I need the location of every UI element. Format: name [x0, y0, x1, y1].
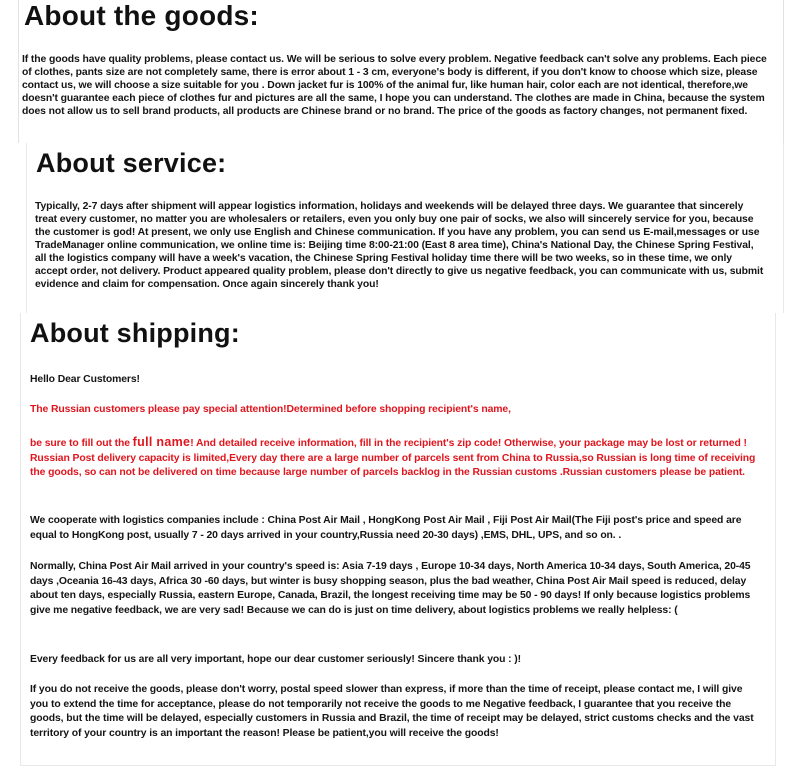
shipping-heading: About shipping: [30, 318, 240, 348]
not-received-paragraph: If you do not receive the goods, please don't worry, postal speed slower than express, if more than the time of receipt, please contact me, I will give you to extend the time for acceptance, please do not temporarily not receive the goods to me Negative feedback, I guarantee that you receive the goods, but the time will be delayed, especially customers in Russia and Brazil, the time of receipt may be delayed, strict customs checks and the vast territory of your country is an important the reason! Please be patient,you will receive the goods! [30, 684, 754, 739]
full-name-notice [30, 435, 760, 481]
goods-paragraph: If the goods have quality problems, please contact us. We will be serious to solve every problem. Negative feedback can't solve any problems. Each piece of clothes, pants size are not completely same, there is error about 1 - 3 cm, everyone's body is different, if you don't know to choose which size, please contact us, we will choose a size suitable for you . Down jacket fur is 100% of the animal fur, like human hair, color each are not identical, therefore,we doesn't guarantee each piece of clothes fur and pictures are all the same, I hope you can understand. The clothes are made in China, because the system does not allow us to sell brand products, all products are Chinese brand or no brand. The price of the goods as factory changes, not permanent fixed. [22, 54, 767, 117]
logistics-partners-paragraph: We cooperate with logistics companies include : China Post Air Mail , HongKong Post Air Mail , Fiji Post Air Mail(The Fiji post's price and speed are equal to HongKong post, usually 7 - 20 days arrived in your country,Russia need 20-30 days) ,EMS, DHL, UPS, and so on. . [30, 515, 742, 541]
feedback-paragraph: Every feedback for us are all very important, hope our dear customer seriously! Sincere thank you : )! [30, 654, 522, 665]
full-name-emphasis: full name [132, 435, 191, 449]
delivery-times-paragraph: Normally, China Post Air Mail arrived in your country's speed is: Asia 7-19 days , Europe 10-34 days, North America 10-34 days, South America, 20-45 days ,Oceania 16-43 days, Africa 30 -60 days, but winter is busy shopping season, plus the bad weather, China Post Air Mail speed is reduced, delay about ten days, especially Russia, eastern Europe, Canada, Brazil, the longest receiving time may be 50 - 90 days! If only because logistics problems give me negative feedback, we are very sad! Because we can do is just on time delivery, about logistics problems we really helpless: ( [30, 561, 751, 616]
service-heading: About service: [36, 148, 227, 178]
full-name-notice-rest: ! And detailed receive information, fill in the recipient's zip code! Otherwise, your package may be lost or returned ! Russian Post delivery capacity is limited,Every day there are a large number of parcels sent from China to Russia,so Russian is long time of receiving the goods, so can not be delivered on time because large number of parcels backlog in the Russian customs .Russian customers please be patient. [30, 438, 756, 478]
russian-attention-notice: The Russian customers please pay special attention!Determined before shopping recipient's name, [30, 404, 511, 415]
service-paragraph: Typically, 2-7 days after shipment will appear logistics information, holidays and weekends will be delayed three days. We guarantee that sincerely treat every customer, no matter you are wholesalers or retailers, even you only buy one pair of socks, we also will sincerely service for you, because the customer is god! At present, we only use English and Chinese communication. If you have any problem, you can send us E-mail,messages or use TradeManager online communication, we online time is: Beijing time 8:00-21:00 (East 8 area time), China's National Day, the Chinese Spring Festival, all the logistics company will have a week's vacation, the Chinese Spring Festival holiday time there will be two weeks, so in these time, we only accept order, not delivery. Product appeared quality problem, please don't directly to give us negative feedback, you can communicate with us, submit evidence and claim for compensation. Once again sincerely thank you! [35, 201, 764, 290]
full-name-notice-lead: be sure to fill out the [30, 438, 133, 449]
goods-heading: About the goods: [24, 0, 259, 31]
shipping-greeting: Hello Dear Customers! [30, 374, 140, 385]
